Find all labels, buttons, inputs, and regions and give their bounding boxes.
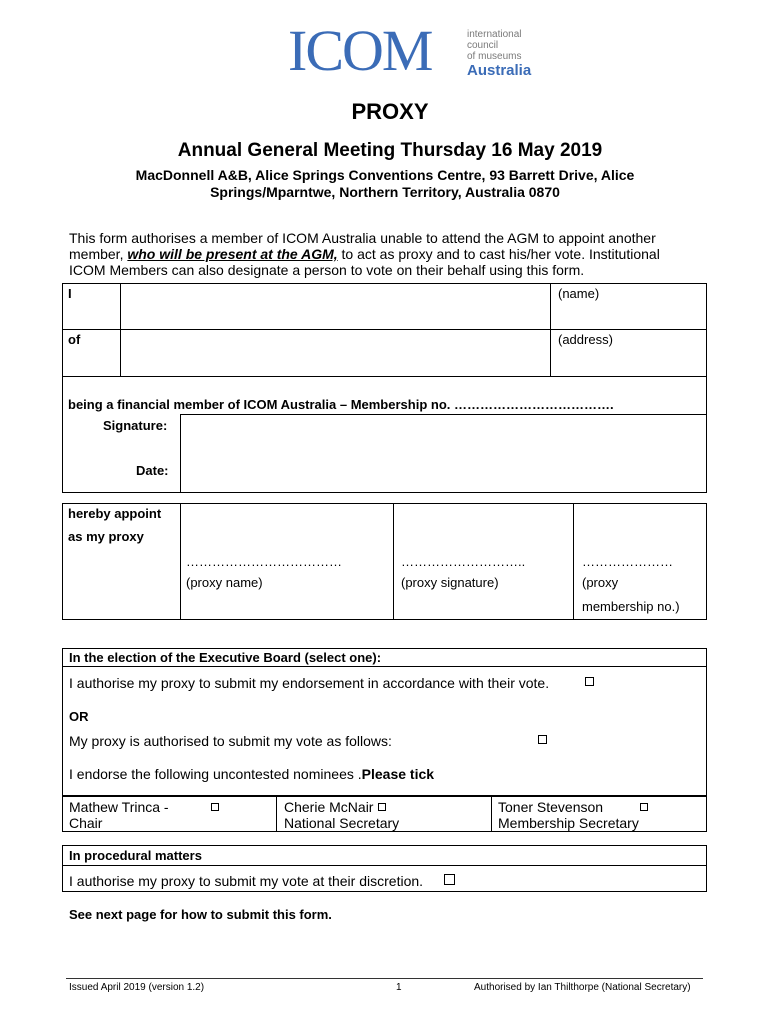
footer-rule [66, 978, 703, 979]
logo-line-3: of museums [467, 51, 522, 62]
election-option-2: My proxy is authorised to submit my vote as follows: [69, 733, 392, 749]
nominee-2-checkbox[interactable] [378, 803, 386, 811]
logo-mark: ICOM [288, 18, 432, 83]
footer-issued: Issued April 2019 (version 1.2) [69, 982, 205, 993]
proxy-signature-label: (proxy signature) [401, 575, 499, 590]
logo-line-2: council [467, 40, 499, 51]
nominee-3-checkbox[interactable] [640, 803, 648, 811]
nominee-3 [498, 799, 639, 831]
option-2-checkbox[interactable] [538, 735, 547, 744]
nominee-1 [69, 799, 169, 831]
address-label: (address) [558, 332, 613, 347]
intro-line-2-post: to act as proxy and to cast his/her vote. Institutional [337, 246, 660, 262]
as-my-proxy-label: as my proxy [68, 529, 144, 544]
logo-line-4: Australia [467, 62, 532, 79]
nominee-3-role: Membership Secretary [498, 815, 639, 831]
name-field[interactable] [121, 284, 549, 329]
intro-line-2 [69, 246, 749, 262]
hereby-appoint-label: hereby appoint [68, 506, 162, 521]
footer-authorised: Authorised by Ian Thilthorpe (National Secretary) [474, 982, 691, 993]
logo-text [467, 29, 531, 79]
election-heading: In the election of the Executive Board (select one): [69, 650, 382, 665]
endorse-text: I endorse the following uncontested nominees . [69, 766, 362, 782]
please-tick: Please tick [361, 766, 435, 782]
nominee-1-name: Mathew Trinca - [69, 799, 169, 815]
nominee-1-checkbox[interactable] [211, 803, 219, 811]
intro-line-2-pre: member, [69, 246, 128, 262]
procedural-heading: In procedural matters [69, 848, 202, 863]
proxy-signature-field[interactable]: ……………………….. [401, 554, 526, 569]
nominee-2-role: National Secretary [284, 815, 400, 831]
proxy-membership-label-2: membership no.) [582, 599, 680, 614]
proxy-name-label: (proxy name) [186, 575, 263, 590]
signature-field[interactable] [181, 415, 706, 492]
proxy-name-field[interactable]: ……………………………… [186, 554, 342, 569]
footer-page-number: 1 [396, 982, 402, 993]
address-field[interactable] [121, 330, 549, 375]
name-label: (name) [558, 286, 600, 301]
venue-line-2: Springs/Mparntwe, Northern Territory, Australia 0870 [210, 184, 560, 200]
nominee-1-role: Chair [69, 815, 103, 831]
venue-line-1: MacDonnell A&B, Alice Springs Conventions Centre, 93 Barrett Drive, Alice [135, 167, 635, 183]
of-label: of [68, 332, 81, 347]
intro-line-1: This form authorises a member of ICOM Australia unable to attend the AGM to appoint another [69, 230, 656, 246]
proxy-membership-field[interactable]: ………………… [582, 554, 673, 569]
proxy-membership-label-1: (proxy [582, 575, 619, 590]
intro-text [69, 230, 749, 278]
meeting-subtitle: Annual General Meeting Thursday 16 May 2019 [177, 140, 603, 161]
or-label: OR [69, 709, 89, 724]
nominee-2-name: Cherie McNair [284, 799, 374, 815]
logo-line-1: international [467, 29, 522, 40]
procedural-checkbox[interactable] [444, 874, 455, 885]
procedural-option: I authorise my proxy to submit my vote at their discretion. [69, 873, 424, 889]
signature-label: Signature: [103, 418, 168, 433]
i-label: I [68, 286, 72, 301]
election-option-1: I authorise my proxy to submit my endorsement in accordance with their vote. [69, 675, 550, 691]
nominee-3-name: Toner Stevenson [498, 799, 604, 815]
intro-line-3: ICOM Members can also designate a person to vote on their behalf using this form. [69, 262, 585, 278]
option-1-checkbox[interactable] [585, 677, 594, 686]
endorse-line [69, 766, 434, 782]
page-title: PROXY [351, 99, 429, 124]
intro-emphasis: who will be present at the AGM, [127, 246, 338, 262]
date-label: Date: [136, 463, 169, 478]
next-page-note: See next page for how to submit this form. [69, 907, 332, 922]
financial-member-text: being a financial member of ICOM Australia – Membership no. ………………………………. [68, 397, 614, 412]
